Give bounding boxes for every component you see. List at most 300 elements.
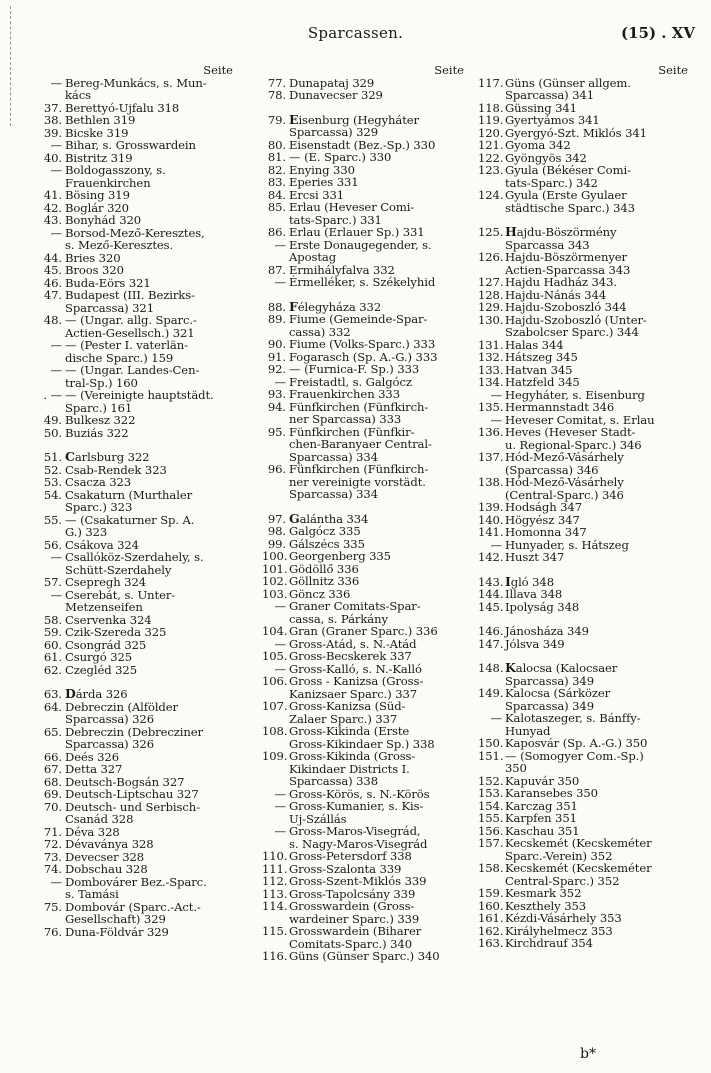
entry-text: Kecskemét (Kecskeméter (505, 836, 652, 850)
entry-text: Högyész 347 (505, 512, 580, 527)
entry-text: Czik-Szereda 325 (65, 625, 167, 639)
entry-number: 120. (478, 125, 504, 140)
entry-number: 145. (478, 599, 504, 614)
entry-text: kács (65, 88, 91, 102)
entry-text: — (E. Sparc.) 330 (289, 150, 392, 164)
entry-text: Dévaványa 328 (65, 837, 154, 851)
entry-number: — (274, 599, 286, 613)
entry-text: Comitats-Sparc.) 340 (289, 936, 412, 951)
entry-text: Sparc.-Verein) 352 (505, 848, 613, 863)
entry-text: wardeiner Sparc.) 339 (289, 911, 420, 926)
entry-number: 114. (262, 899, 288, 913)
entry-text: Detta 327 (65, 762, 123, 776)
entry-number: 129. (478, 300, 504, 314)
entry-text: u. Regional-Sparc.) 346 (505, 437, 642, 452)
entry-text: Actien-Gesellsch.) 321 (65, 325, 195, 340)
entry-text: Sparcassa) 341 (505, 88, 594, 102)
entry-number: 159. (478, 886, 504, 900)
entry-number: — (50, 587, 62, 602)
entry-number: 158. (478, 861, 504, 875)
entry-text: Graner Comitats-Spar- (289, 599, 421, 613)
entry-text: Gálszécs 335 (289, 536, 365, 551)
entry-text: Sparcassa) 329 (289, 125, 378, 139)
entry-number: 111. (262, 861, 288, 876)
entry-text: — (Pester I. vaterlän- (65, 338, 188, 352)
entry-text: Debreczin (Debrecziner (65, 724, 203, 739)
entry-text: Kesmark 352 (505, 886, 582, 900)
entry-text: cassa, s. Párkány (289, 611, 388, 626)
entry-text: (Sparcassa) 346 (505, 462, 599, 477)
entry-text: Budapest (III. Bezirks- (65, 288, 195, 302)
section-initial: H (505, 224, 517, 239)
entry-number: 43. (43, 213, 62, 227)
entry-number: 37. (43, 100, 62, 115)
entry-text: Gyöngyös 342 (505, 150, 587, 165)
entry-text: tral-Sp.) 160 (65, 375, 138, 390)
entry-number: 72. (43, 837, 62, 851)
entry-text: Boldogasszony, s. (65, 163, 166, 177)
entry-text: Kapuvár 350 (505, 773, 580, 788)
entry-text: Dunavecser 329 (289, 88, 383, 102)
entry-number: 78. (267, 88, 286, 102)
entry-text: Enying 330 (289, 162, 355, 177)
entry-number: 54. (43, 487, 62, 502)
entry-number: 162. (478, 923, 504, 938)
entry-text: Gyoma 342 (505, 138, 571, 152)
entry-text: Heveser Comitat, s. Erlau (505, 412, 655, 427)
entry-text: Broos 320 (65, 263, 124, 277)
entry-text: Sparc.) 323 (65, 500, 133, 514)
entry-number: 66. (43, 749, 62, 764)
entry-text: Jánosháza 349 (505, 624, 589, 638)
entry-text: Csákova 324 (65, 537, 139, 552)
entry-text: Hátszeg 345 (505, 350, 578, 364)
entry-number: 48. (43, 313, 62, 327)
entry-number: 105. (262, 649, 288, 663)
entry-number: 157. (478, 836, 504, 850)
entry-text: Hajdu-Szoboszló 344 (505, 300, 627, 314)
entry-number: 77. (267, 75, 286, 90)
entry-number: 131. (478, 337, 504, 352)
entry-text: Szabolcser Sparc.) 344 (505, 325, 639, 339)
entry-text: Csanád 328 (65, 812, 134, 826)
entry-text: — (Somogyer Com.-Sp.) (505, 748, 644, 763)
entry-text: Fiume (Volks-Sparc.) 333 (289, 337, 436, 351)
entry-text: Grosswardein (Gross- (289, 899, 415, 913)
entry-text: Dunapataj 329 (289, 75, 375, 90)
entry-text: Fünfkirchen (Fünfkir- (289, 424, 415, 439)
entry-number: 53. (43, 475, 62, 489)
entry-text: Bonyhád 320 (65, 213, 142, 227)
entry-text: Gesellschaft) 329 (65, 912, 166, 926)
entry-number: 107. (262, 699, 288, 713)
entry-number: — (50, 874, 62, 889)
entry-text: Cserebát, s. Unter- (65, 587, 176, 602)
entry-text: städtische Sparc.) 343 (505, 200, 635, 215)
entry-number: 115. (262, 924, 288, 938)
entry-text: Gross-Kikinda (Erste (289, 724, 410, 738)
entry-number: 101. (262, 561, 288, 576)
entry-text: 350 (505, 761, 527, 775)
entry-number: 106. (262, 674, 288, 688)
entry-text: Güns (Günser Sparc.) 340 (289, 949, 440, 963)
entry-number: 126. (478, 250, 504, 264)
entry-number: 112. (262, 874, 288, 888)
entry-text: Uj-Szállás (289, 811, 347, 826)
entry-text: Göncz 336 (289, 586, 351, 601)
entry-text: Gross-Becskerek 337 (289, 649, 412, 663)
entry-text: Királyhelmecz 353 (505, 923, 613, 938)
entry-text: Hajdu-Nánás 344 (505, 287, 607, 302)
entry-number: 154. (478, 798, 504, 813)
entry-text: Central-Sparc.) 352 (505, 873, 620, 888)
entry-text: Galgócz 335 (289, 524, 361, 538)
entry-number: 97. (267, 511, 286, 526)
entry-number: 121. (478, 138, 504, 152)
entry-text: Devecser 328 (65, 849, 145, 864)
entry-text: Güssing 341 (505, 100, 577, 115)
index-column-1 (38, 64, 243, 1073)
entry-number: 59. (43, 625, 62, 639)
index-entry (478, 638, 698, 651)
entry-number: 58. (43, 612, 62, 627)
entry-text: Bistritz 319 (65, 150, 133, 165)
entry-text: Gödöllő 336 (289, 561, 359, 576)
entry-text: Kalocsa (Kalocsaer (505, 660, 618, 675)
entry-number: 49. (43, 413, 62, 427)
entry-text: Sparcassa) 349 (505, 673, 594, 688)
entry-text: Borsod-Mező-Keresztes, (65, 225, 205, 240)
entry-text: Csacza 323 (65, 475, 132, 489)
entry-number: — (274, 636, 286, 651)
entry-text: Gross-Szent-Miklós 339 (289, 874, 427, 888)
entry-text: Sparcassa) 349 (505, 698, 594, 713)
entry-number: — (50, 550, 62, 564)
entry-number: 83. (267, 175, 286, 189)
entry-number: 56. (43, 537, 62, 552)
index-entry (262, 488, 474, 501)
entry-number: 150. (478, 736, 504, 750)
entry-number: 119. (478, 113, 504, 127)
entry-text: Kikindaer Districts I. (289, 761, 410, 776)
entry-number: 67. (43, 762, 62, 776)
entry-text: Gross-Kumanier, s. Kis- (289, 799, 424, 813)
entry-number: 70. (43, 799, 62, 814)
entry-text: Bereg-Munkács, s. Mun- (65, 75, 207, 90)
page-number: (15) . XV (620, 24, 695, 42)
entry-text: Bulkesz 322 (65, 413, 136, 427)
entry-number: 45. (43, 263, 62, 277)
entry-text: Kecskemét (Kecskeméter (505, 861, 652, 875)
entry-text: s. Tamási (65, 887, 119, 901)
entry-text: Gyertyámos 341 (505, 113, 600, 127)
entry-number: — (490, 412, 502, 427)
section-initial: K (505, 660, 516, 675)
entry-number: 143. (478, 574, 504, 589)
entry-number: 89. (267, 312, 286, 326)
entry-number: — (274, 799, 286, 813)
entry-number: 57. (43, 575, 62, 589)
entry-number: — (50, 363, 62, 377)
entry-text: Csab-Rendek 323 (65, 462, 167, 477)
section-initial: C (65, 449, 75, 464)
entry-text: Sparcassa) 326 (65, 712, 154, 726)
column-head-seite: Seite (658, 63, 688, 77)
entry-number: 74. (43, 862, 62, 876)
entry-number: 104. (262, 624, 288, 638)
entry-number: 92. (267, 362, 286, 376)
entry-number: 138. (478, 475, 504, 489)
column-head-seite: Seite (203, 63, 233, 77)
entry-text: Csongrád 325 (65, 637, 147, 652)
entry-text: ner vereinigte vorstädt. (289, 474, 426, 489)
entry-number: 52. (43, 462, 62, 477)
entry-number: 42. (43, 200, 62, 215)
entry-number: 163. (478, 936, 504, 950)
entry-number: 81. (267, 150, 286, 164)
entry-text: Kaschau 351 (505, 823, 580, 838)
entry-number: 90. (267, 337, 286, 351)
entry-text: Eisenburg (Hegyháter (289, 111, 419, 127)
entry-text: Carlsburg 322 (65, 449, 150, 464)
entry-text: Kirchdrauf 354 (505, 936, 593, 950)
entry-text: Hunyad (505, 723, 551, 738)
entry-number: 108. (262, 724, 288, 738)
entry-text: — (Ungar. allg. Sparc.- (65, 313, 197, 327)
entry-number: 156. (478, 823, 504, 838)
entry-number: — (50, 75, 62, 90)
entry-text: Sparcassa 343 (505, 237, 590, 252)
entry-number: 69. (43, 787, 62, 801)
index-entry (478, 937, 698, 950)
entry-number: 134. (478, 375, 504, 389)
entry-number: 84. (267, 187, 286, 202)
entry-text: Gross - Kanizsa (Gross- (289, 674, 424, 688)
entry-text: s. Nagy-Maros-Visegrád (289, 836, 428, 851)
entry-text: Kalocsa (Sárközer (505, 686, 611, 700)
entry-number: — (274, 661, 286, 676)
entry-text: Buziás 322 (65, 425, 129, 440)
entry-text: Kaposvár (Sp. A.-G.) 350 (505, 736, 648, 750)
entry-number: 139. (478, 500, 504, 514)
entry-number: 116. (262, 949, 288, 963)
entry-number: 153. (478, 786, 504, 800)
index-entry (38, 427, 243, 440)
entry-number: 76. (43, 924, 62, 939)
entry-text: Fünfkirchen (Fünfkirch- (289, 399, 429, 414)
entry-text: Hermannstadt 346 (505, 400, 615, 414)
entry-number: 86. (267, 225, 286, 239)
column-head-seite: Seite (434, 63, 464, 77)
entry-text: Karansebes 350 (505, 786, 598, 800)
entry-number: 149. (478, 686, 504, 700)
entry-text: Keszthely 353 (505, 898, 587, 913)
entry-number: — (274, 824, 286, 838)
entry-number: 152. (478, 773, 504, 788)
entry-number: 127. (478, 275, 504, 289)
section-initial: D (65, 686, 76, 701)
entry-text: Kalotaszeger, s. Bánffy- (505, 711, 641, 725)
entry-text: Dombovár (Sparc.-Act.- (65, 899, 201, 914)
entry-text: dische Sparc.) 159 (65, 350, 174, 365)
entry-number: — (50, 138, 62, 152)
entry-text: Sparcassa) 334 (289, 449, 378, 464)
entry-number: 65. (43, 724, 62, 739)
entry-text: Gyula (Békéser Comi- (505, 163, 631, 177)
entry-text: Ermihályfalva 332 (289, 262, 395, 277)
entry-number: 61. (43, 650, 62, 664)
entry-text: Bihar, s. Grosswardein (65, 138, 196, 152)
entry-text: Igló 348 (505, 573, 554, 589)
index-entry (262, 950, 474, 963)
entry-text: — (Furnica-F. Sp.) 333 (289, 362, 420, 376)
entry-number: 41. (43, 188, 62, 202)
entry-number: 136. (478, 425, 504, 439)
entry-text: Hodságh 347 (505, 500, 582, 514)
entry-text: Freistadtl, s. Galgócz (289, 374, 412, 389)
entry-number: 96. (267, 462, 286, 476)
entry-number: 113. (262, 886, 288, 901)
entry-text: Gross-Kikinda (Gross- (289, 749, 416, 763)
entry-text: Dárda 326 (65, 686, 128, 701)
entry-number: 100. (262, 549, 288, 563)
section-initial: E (289, 111, 299, 127)
entry-text: Gross-Maros-Visegrád, (289, 824, 421, 838)
entry-text: Karczag 351 (505, 798, 578, 813)
entry-number: 63. (43, 687, 62, 701)
entry-number: — (490, 711, 502, 725)
entry-number: 141. (478, 525, 504, 539)
index-entry (478, 601, 698, 614)
entry-number: 88. (267, 299, 286, 314)
entry-text: Gross-Petersdorf 338 (289, 849, 412, 863)
entry-number: 132. (478, 350, 504, 364)
entry-text: Hunyader, s. Hátszeg (505, 537, 629, 552)
entry-text: Gross-Tapolcsány 339 (289, 886, 416, 901)
index-entry (478, 551, 698, 564)
entry-text: Sparcassa) 321 (65, 300, 154, 315)
page-title: Sparcassen. (307, 24, 404, 42)
entry-text: Hajdu-Szoboszló (Unter- (505, 312, 647, 327)
entry-text: Jólsva 349 (505, 636, 565, 651)
entry-text: — (Ungar. Landes-Cen- (65, 363, 200, 377)
entry-number: 79. (267, 112, 286, 127)
entry-number: 128. (478, 287, 504, 302)
entry-number: 124. (478, 188, 504, 202)
entry-text: Gyula (Erste Gyulaer (505, 188, 627, 202)
entry-text: Déva 328 (65, 824, 120, 839)
entry-number: 93. (267, 387, 286, 401)
entry-text: Deutsch- und Serbisch- (65, 799, 200, 814)
entry-text: Metzenseifen (65, 600, 143, 614)
entry-number: . — (43, 388, 62, 402)
entry-text: Frauenkirchen 333 (289, 387, 400, 401)
entry-text: Duna-Földvár 329 (65, 924, 169, 939)
section-initial: F (289, 298, 298, 314)
entry-number: 60. (43, 637, 62, 652)
entry-text: cassa) 332 (289, 324, 351, 339)
entry-text: Grosswardein (Biharer (289, 924, 422, 938)
section-initial: I (505, 573, 511, 589)
entry-number: — (274, 786, 286, 801)
entry-number: 142. (478, 550, 504, 564)
entry-number: 160. (478, 898, 504, 913)
entry-text: Deutsch-Bogsán 327 (65, 774, 185, 789)
entry-text: Ercsi 331 (289, 187, 345, 202)
entry-text: Hajdu-Böszörmény (505, 224, 617, 239)
entry-text: tats-Sparc.) 331 (289, 212, 382, 227)
entry-number: 103. (262, 586, 288, 601)
entry-text: Actien-Sparcassa 343 (505, 262, 631, 277)
entry-text: Erlau (Heveser Comi- (289, 200, 415, 214)
entry-text: Bicske 319 (65, 125, 129, 140)
entry-text: Deés 326 (65, 749, 119, 764)
entry-text: Kanizsaer Sparc.) 337 (289, 686, 418, 701)
entry-number: 51. (43, 450, 62, 464)
entry-number: 147. (478, 636, 504, 651)
entry-text: Apostag (289, 250, 337, 264)
entry-number: — (50, 163, 62, 177)
entry-number: 40. (43, 150, 62, 165)
entry-number: 146. (478, 624, 504, 638)
entry-number: 85. (267, 200, 286, 214)
entry-text: Cservenka 324 (65, 612, 152, 627)
entry-text: Czegléd 325 (65, 662, 137, 677)
entry-number: 73. (43, 849, 62, 864)
entry-text: Berettyó-Ujfalu 318 (65, 100, 180, 115)
entry-text: Heves (Heveser Stadt- (505, 425, 636, 439)
entry-text: Gross-Atád, s. N.-Atád (289, 636, 417, 651)
entry-number: 109. (262, 749, 288, 763)
entry-text: Galántha 334 (289, 510, 369, 526)
entry-text: Sparcassa) 326 (65, 737, 154, 751)
entry-text: Güns (Günser allgem. (505, 75, 631, 90)
entry-text: G.) 323 (65, 525, 108, 539)
entry-text: Huszt 347 (505, 550, 565, 564)
entry-text: Gyergyó-Szt. Miklós 341 (505, 125, 647, 140)
index-entry (262, 276, 474, 289)
entry-text: Fiume (Gemeinde-Spar- (289, 312, 428, 326)
entry-text: Sparc.) 161 (65, 400, 133, 415)
entry-text: Hatvan 345 (505, 362, 573, 377)
entry-number: 102. (262, 574, 288, 588)
entry-text: Hód-Mező-Vásárhely (505, 450, 624, 464)
entry-text: Dobschau 328 (65, 862, 148, 876)
entry-text: Gross-Kalló, s. N.-Kalló (289, 661, 422, 676)
entry-text: Erste Donaugegender, s. (289, 237, 432, 252)
entry-number: 38. (43, 113, 62, 127)
entry-text: Homonna 347 (505, 525, 587, 539)
entry-text: — (Csakaturner Sp. A. (65, 512, 195, 527)
entry-text: Hajdu-Böszörmenyer (505, 250, 627, 264)
entry-number: — (50, 338, 62, 352)
entry-number: 118. (478, 100, 504, 115)
entry-text: Fünfkirchen (Fünfkirch- (289, 462, 429, 476)
entry-text: Fogarasch (Sp. A.-G.) 333 (289, 349, 438, 364)
entry-number: 140. (478, 512, 504, 527)
entry-number: 122. (478, 150, 504, 165)
entry-text: Debreczin (Alfölder (65, 699, 178, 714)
entry-number: 125. (478, 225, 504, 239)
entry-text: Hatzfeld 345 (505, 375, 580, 389)
index-entry (38, 926, 243, 939)
entry-text: Deutsch-Liptschau 327 (65, 787, 199, 801)
entry-number: 94. (267, 399, 286, 414)
entry-text: chen-Baranyaer Central- (289, 437, 432, 451)
entry-text: Georgenberg 335 (289, 549, 391, 563)
entry-number: — (50, 225, 62, 240)
signature-mark: b* (580, 1046, 596, 1062)
